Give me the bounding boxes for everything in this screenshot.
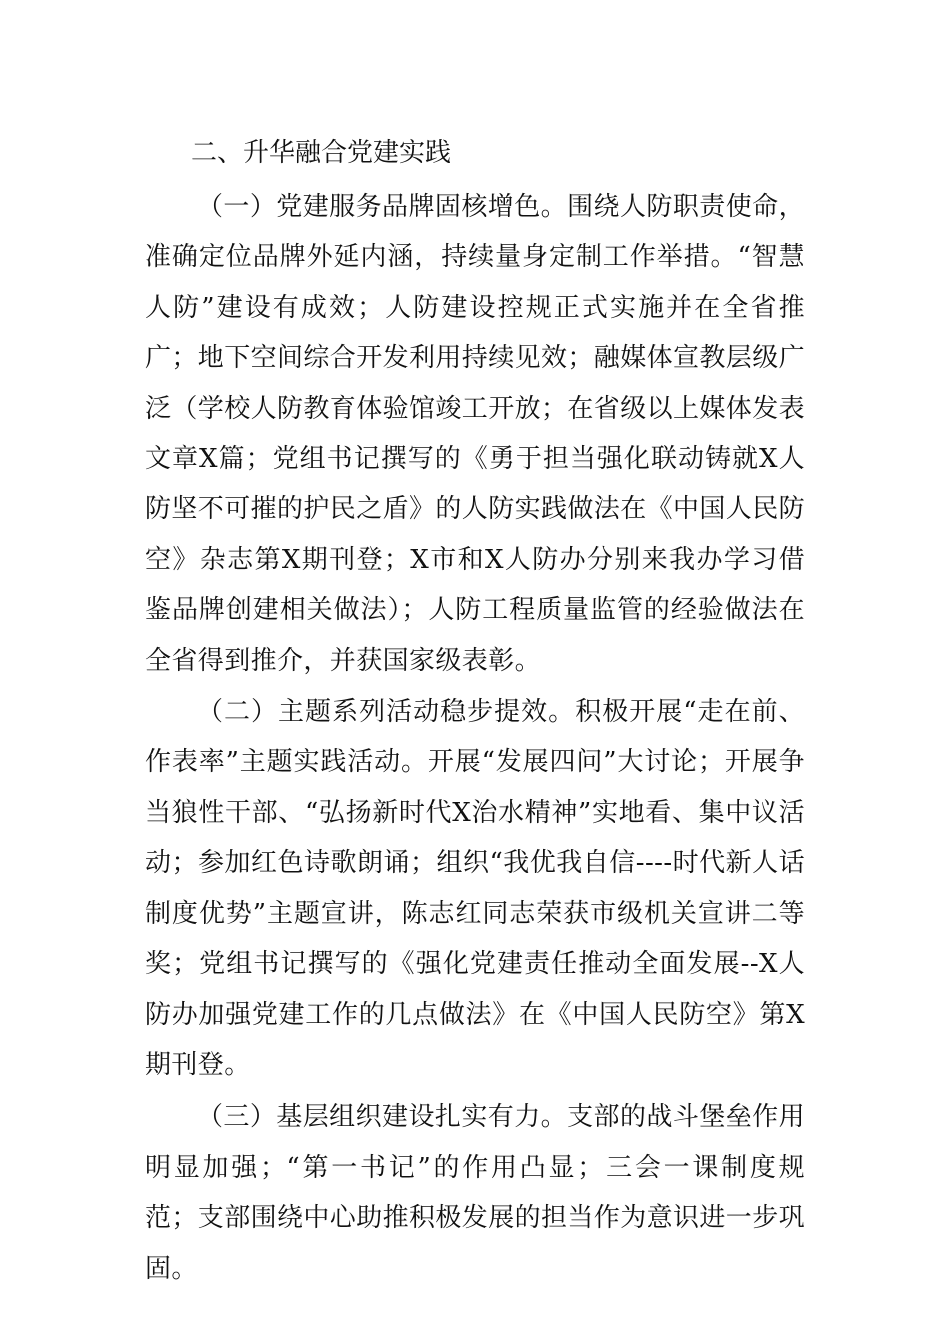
section-heading: 二、升华融合党建实践 xyxy=(191,138,452,168)
paragraph-3: （三）基层组织建设扎实有力。支部的战斗堡垒作用明显加强；“第一书记”的作用凸显；三会一课制度规范；支部围绕中心助推积极发展的担当作为意识进一步巩固。 xyxy=(145,1102,806,1284)
paragraph-2: （二）主题系列活动稳步提效。积极开展“走在前、作表率”主题实践活动。开展“发展四问”大讨论；开展争当狼性干部、“弘扬新时代X治水精神”实地看、集中议活动；参加红色诗歌朗诵；组织“我优我自信----时代新人话制度优势”主题宣讲，陈志红同志荣获市级机关宣讲二等奖；党组书记撰写的《强化党建责任推动全面发展--X人防办加强党建工作的几点做法》在《中国人民防空》第X期刊登。 xyxy=(145,697,805,1080)
paragraph-1: （一）党建服务品牌固核增色。围绕人防职责使命，准确定位品牌外延内涵，持续量身定制工作举措。“智慧人防”建设有成效；人防建设控规正式实施并在全省推广；地下空间综合开发利用持续见效；融媒体宣教层级广泛（学校人防教育体验馆竣工开放；在省级以上媒体发表文章X篇；党组书记撰写的《勇于担当强化联动铸就X人防坚不可摧的护民之盾》的人防实践做法在《中国人民防空》杂志第X期刊登；X市和X人防办分别来我办学习借鉴品牌创建相关做法）；人防工程质量监管的经验做法在全省得到推介，并获国家级表彰。 xyxy=(145,192,806,676)
document-page xyxy=(145,128,805,1294)
